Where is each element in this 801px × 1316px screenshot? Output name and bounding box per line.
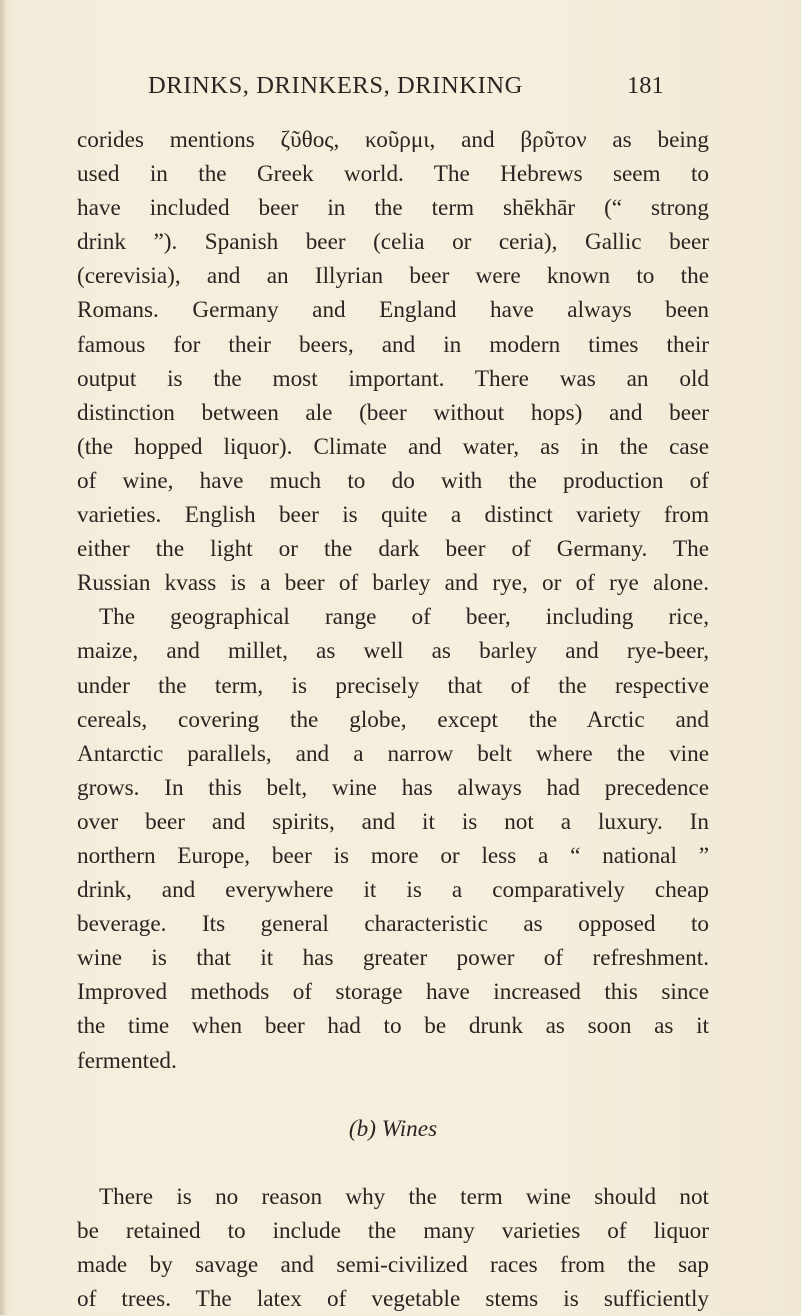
text-line: (cerevisia), and an Illyrian beer were known to the xyxy=(77,263,709,290)
text-line: corides mentions ζῦθος, κοῦρμι, and βρῦτον as being xyxy=(77,127,709,153)
text-line: maize, and millet, as well as barley and rye-beer, xyxy=(77,638,709,665)
text-line: varieties. English beer is quite a distinct variety from xyxy=(77,502,709,529)
text-line: be retained to include the many varieties of liquor xyxy=(77,1217,709,1244)
running-header: DRINKS, DRINKERS, DRINKING xyxy=(148,72,523,99)
text-line: Romans. Germany and England have always been xyxy=(77,297,709,324)
text-line: made by savage and semi-civilized races from the sap xyxy=(77,1251,709,1278)
text-line: Antarctic parallels, and a narrow belt where the vine xyxy=(77,740,709,767)
text-line: fermented. xyxy=(77,1047,177,1074)
text-line: famous for their beers, and in modern times their xyxy=(77,331,709,358)
paragraph-wines xyxy=(77,1180,709,1316)
text-line: northern Europe, beer is more or less a “ national ” xyxy=(77,842,709,869)
page-spine-shadow xyxy=(0,0,6,1315)
text-line: the time when beer had to be drunk as soon as it xyxy=(77,1013,709,1040)
text-line: drink, and everywhere it is a comparatively cheap xyxy=(77,877,709,904)
text-line: grows. In this belt, wine has always had precedence xyxy=(77,774,709,801)
text-line: drink ”). Spanish beer (celia or ceria), Gallic beer xyxy=(77,229,709,256)
text-line: Improved methods of storage have increased this since xyxy=(77,979,709,1006)
text-line: There is no reason why the term wine should not xyxy=(99,1183,709,1210)
text-line: distinction between ale (beer without hops) and beer xyxy=(77,399,709,426)
text-line: wine is that it has greater power of refreshment. xyxy=(77,945,709,972)
text-line: have included beer in the term shēkhār (“ strong xyxy=(77,195,709,222)
text-line: cereals, covering the globe, except the Arctic and xyxy=(77,706,709,733)
text-line: output is the most important. There was an old xyxy=(77,365,709,392)
text-line: Russian kvass is a beer of barley and rye, or of rye alone. xyxy=(77,570,709,597)
section-heading: (b) Wines xyxy=(348,1115,438,1142)
text-line: under the term, is precisely that of the respective xyxy=(77,672,709,699)
paragraph-beer xyxy=(77,123,709,1078)
text-line: over beer and spirits, and it is not a luxury. In xyxy=(77,808,709,835)
page-number: 181 xyxy=(627,72,664,99)
text-line: of wine, have much to do with the production of xyxy=(77,467,709,494)
text-line: (the hopped liquor). Climate and water, as in the case xyxy=(77,433,709,460)
text-line: used in the Greek world. The Hebrews seem to xyxy=(77,161,709,188)
body-text xyxy=(77,123,709,1316)
text-line: either the light or the dark beer of Germany. The xyxy=(77,536,709,563)
text-line: beverage. Its general characteristic as opposed to xyxy=(77,911,709,938)
text-line: The geographical range of beer, including rice, xyxy=(99,604,709,631)
text-line: of trees. The latex of vegetable stems is sufficiently xyxy=(77,1286,709,1312)
